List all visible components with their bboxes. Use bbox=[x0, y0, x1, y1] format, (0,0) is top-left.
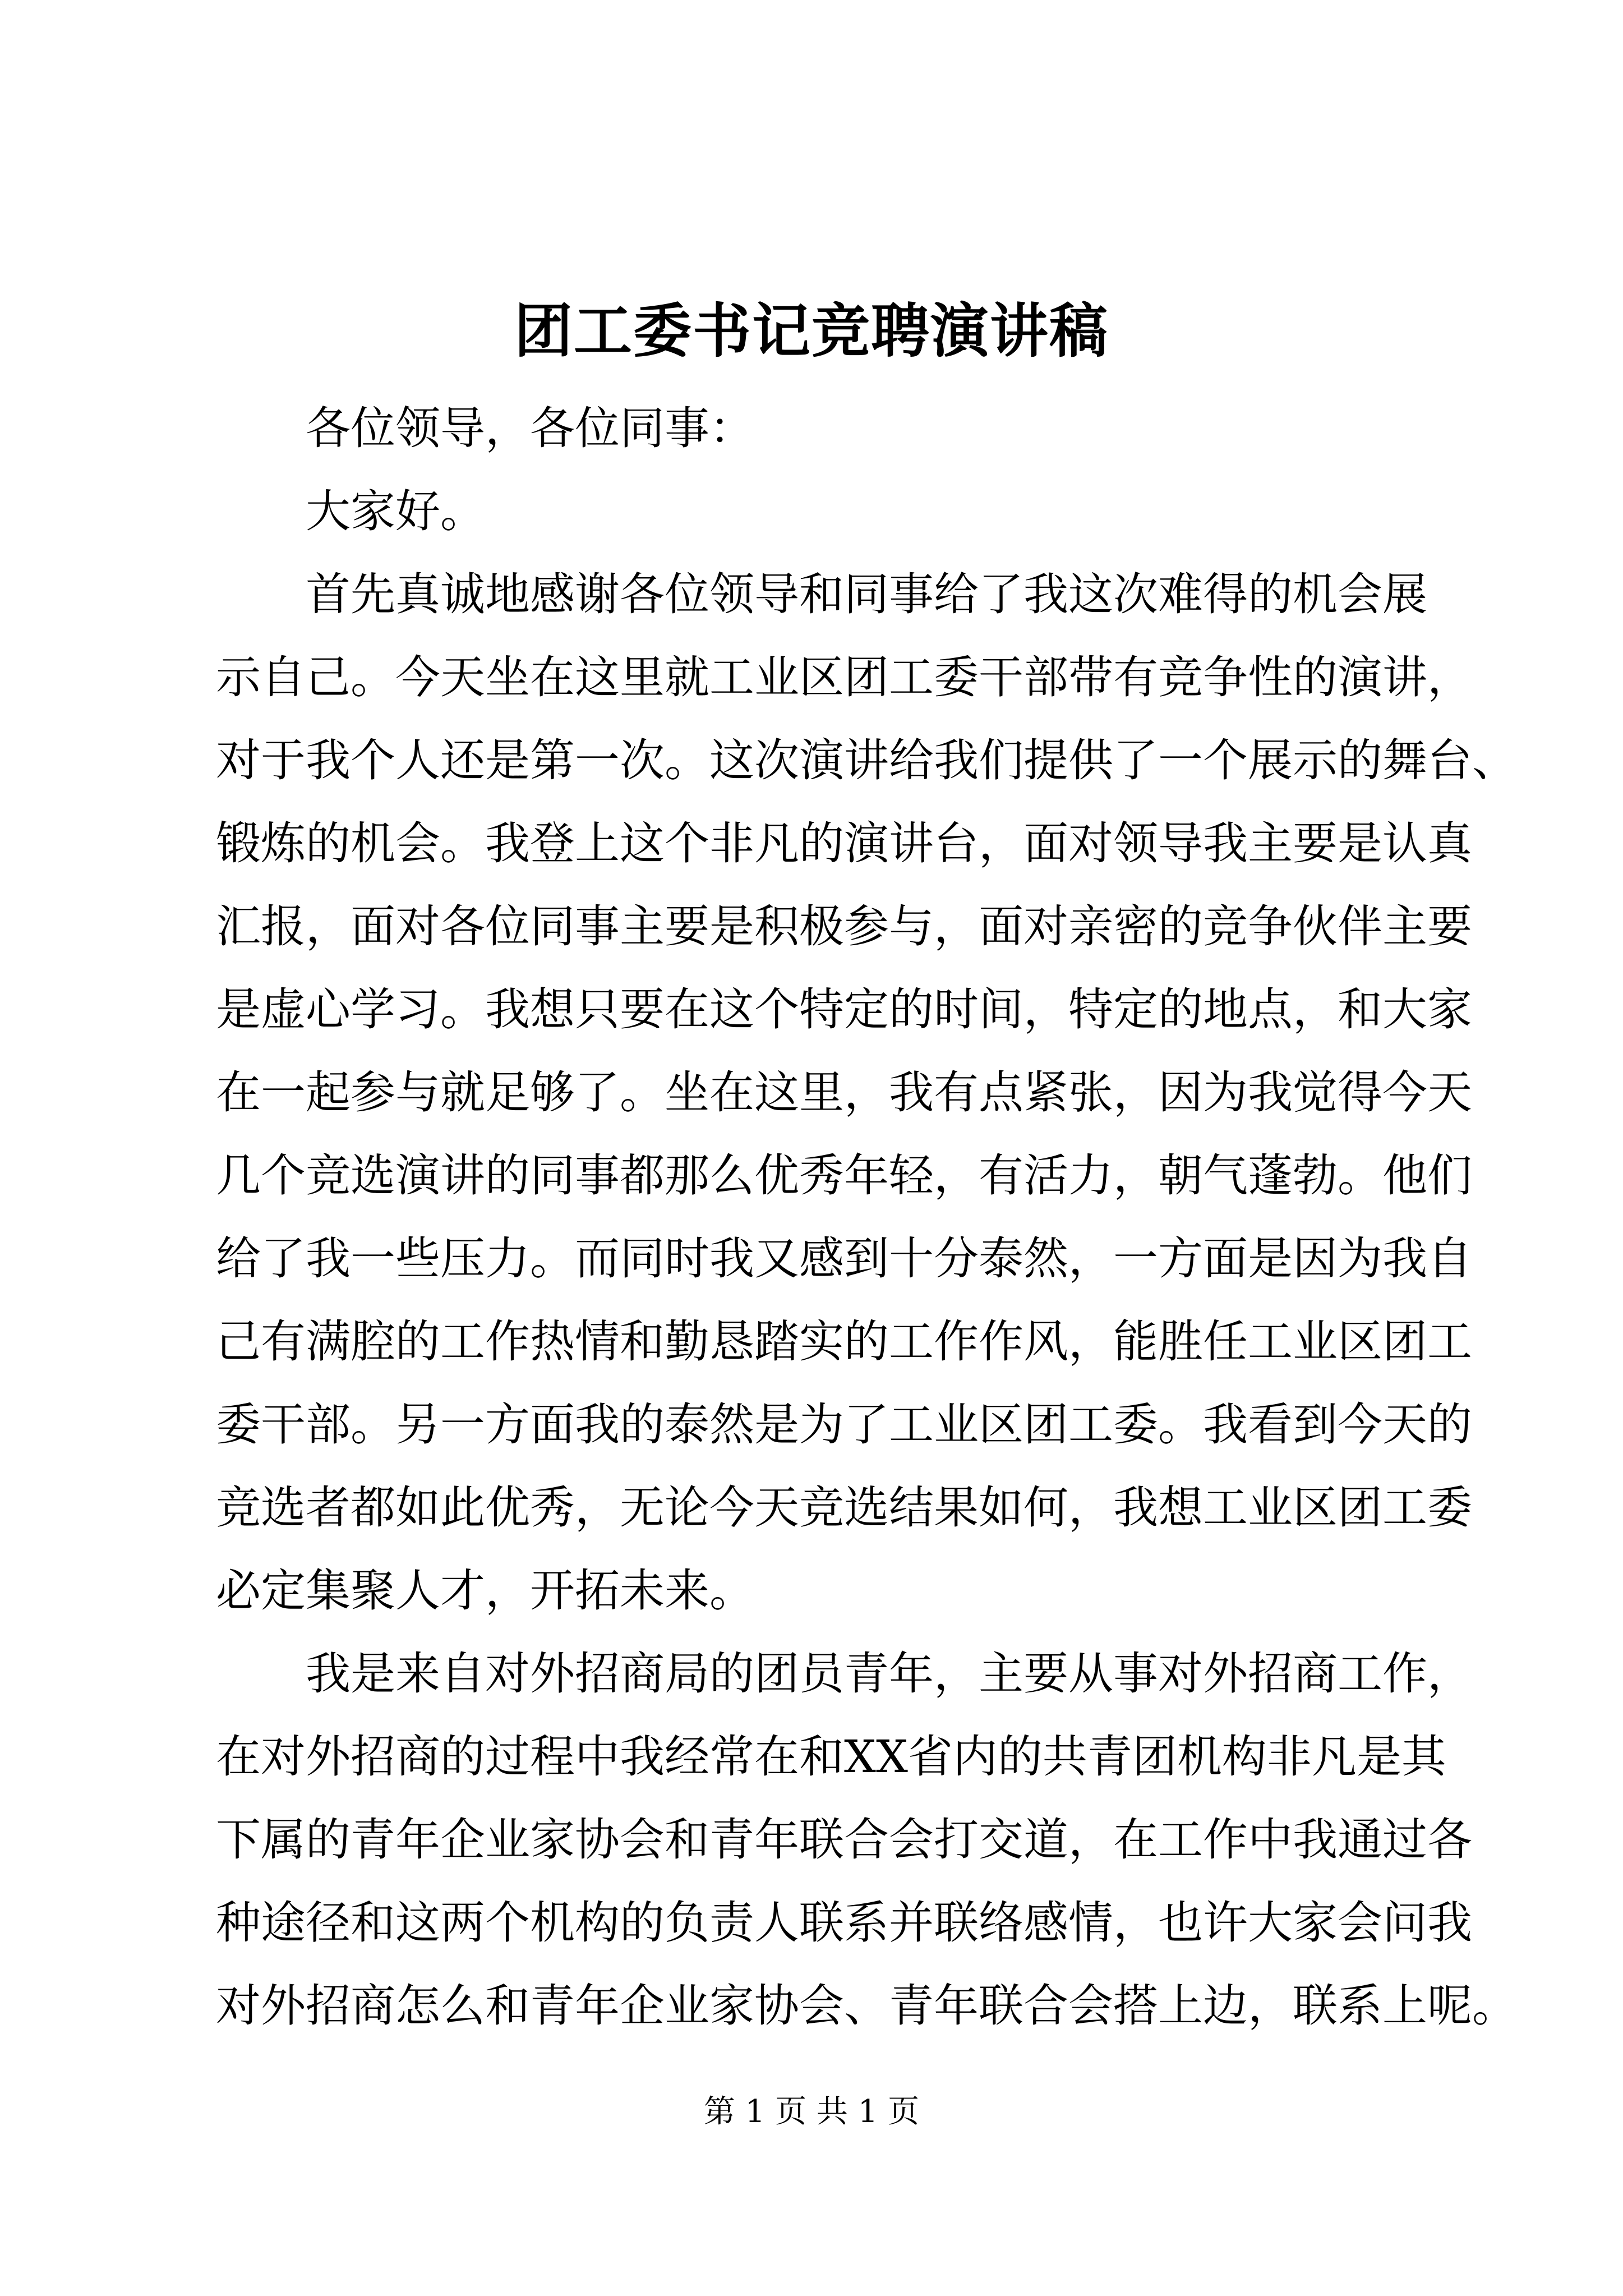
text-line: 在对外招商的过程中我经常在和XX省内的共青团机构非凡是其 bbox=[216, 1731, 1446, 1783]
text-line: 大家好。 bbox=[306, 485, 485, 537]
text-line: 下属的青年企业家协会和青年联合会打交道，在工作中我通过各 bbox=[216, 1814, 1472, 1866]
text-line: 给了我一些压力。而同时我又感到十分泰然，一方面是因为我自 bbox=[216, 1232, 1472, 1285]
text-line: 各位领导，各位同事： bbox=[306, 402, 754, 454]
text-line: 在一起参与就足够了。坐在这里，我有点紧张，因为我觉得今天 bbox=[216, 1066, 1472, 1119]
text-line: 我是来自对外招商局的团员青年，主要从事对外招商工作， bbox=[306, 1648, 1472, 1700]
text-line: 首先真诚地感谢各位领导和同事给了我这次难得的机会展 bbox=[306, 568, 1427, 620]
text-line: 示自己。今天坐在这里就工业区团工委干部带有竞争性的演讲， bbox=[216, 651, 1472, 703]
text-line: 几个竞选演讲的同事都那么优秀年轻，有活力，朝气蓬勃。他们 bbox=[216, 1149, 1472, 1202]
page-footer: 第 1 页 共 1 页 bbox=[703, 2093, 920, 2130]
text-line: 竞选者都如此优秀，无论今天竞选结果如何，我想工业区团工委 bbox=[216, 1481, 1472, 1534]
text-line: 锻炼的机会。我登上这个非凡的演讲台，面对领导我主要是认真 bbox=[216, 817, 1472, 869]
text-line: 是虚心学习。我想只要在这个特定的时间，特定的地点，和大家 bbox=[216, 983, 1472, 1036]
text-line: 对于我个人还是第一次。这次演讲给我们提供了一个展示的舞台、 bbox=[216, 734, 1517, 786]
text-line: 必定集聚人才，开拓未来。 bbox=[216, 1565, 754, 1617]
text-line: 种途径和这两个机构的负责人联系并联络感情，也许大家会问我 bbox=[216, 1897, 1472, 1949]
text-line: 委干部。另一方面我的泰然是为了工业区团工委。我看到今天的 bbox=[216, 1398, 1472, 1451]
document-title: 团工委书记竞聘演讲稿 bbox=[514, 296, 1109, 365]
text-line: 汇报，面对各位同事主要是积极参与，面对亲密的竞争伙伴主要 bbox=[216, 900, 1472, 953]
document-body bbox=[216, 387, 1517, 2047]
text-line: 对外招商怎么和青年企业家协会、青年联合会搭上边，联系上呢。 bbox=[216, 1980, 1517, 2032]
text-line: 己有满腔的工作热情和勤恳踏实的工作作风，能胜任工业区团工 bbox=[216, 1315, 1472, 1368]
